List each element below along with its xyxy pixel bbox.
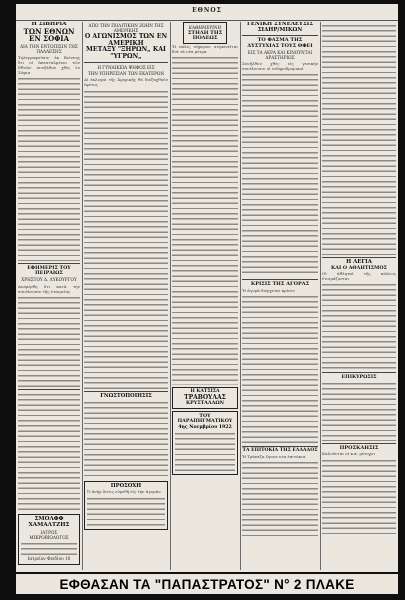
box-kicker: ΚΑΘΗΜΕΡΙΝΗ — [188, 25, 222, 30]
article-lede: Ανεφέρθη ὅτι κατὰ τὴν συνέλευσιν τῆς ἑταιρείας — [18, 283, 80, 294]
results-title: ΤΟΥ — [199, 413, 211, 420]
ad-title: ΙΑΤΡΟΣ ΜΙΚΡΟΒΙΟΛΟΓΟΣ — [29, 529, 69, 540]
divider — [242, 35, 318, 36]
divider — [322, 372, 396, 373]
headline: ΚΑΙ Ο ΑΘΛΗΤΙΣΜΟΣ — [331, 264, 387, 271]
notice-text — [87, 496, 165, 526]
subheadline: ΕΙΣ ΤΑ ΑΚΡΑ ΚΑΙ ΚΙΝΟΥΝΤΑΙ ΔΡΑΣΤΗΡΙΩΣ — [247, 49, 313, 60]
headline: Η ΛΕΓΙΑ — [346, 259, 372, 265]
headline: ΜΕΤΑΞΥ "ΞΗΡΩΝ„ ΚΑΙ "ΥΓΡΩΝ„ — [86, 46, 166, 60]
article-text — [84, 89, 168, 389]
subheadline: ΤΗΝ ΥΠΗΡΕΣΙΑΝ ΤΩΝ ΕΚΑΤΕΡΩΝ — [87, 71, 165, 77]
masthead — [16, 4, 398, 21]
notice-box — [84, 481, 168, 530]
article-text — [172, 55, 238, 385]
article-text — [322, 381, 396, 441]
notice-title: ΠΡΟΣΟΧΗ — [110, 482, 142, 489]
headline: Η ΣΙΒΗΡΙΑ — [31, 22, 67, 27]
column-rule — [82, 22, 83, 570]
article-lede: Οἱ ἀθληταὶ τῆς πόλεως ἑτοιμάζονται — [322, 270, 396, 281]
ad-line: Ιατρεῖον Φειδίου 10 — [27, 555, 71, 561]
article-lede: Ἡ πόλις σήμερον συγκινεῖται διὰ τὰ νέα μέτρα — [172, 43, 238, 54]
subheadline: ΧΡΗΣΤΟΥ Δ. ΛΥΚΟΥΡΓΟΥ — [21, 277, 77, 283]
article-lede: Καλοῦνται οἱ κ.κ. μέτοχοι — [322, 451, 376, 457]
headline: ΤΩΝ ΕΘΝΩΝ ΕΝ ΣΟΦΙΑ — [23, 26, 75, 44]
divider — [322, 257, 396, 258]
headline: ΠΡΟΣΚΛΗΣΙΣ — [339, 445, 379, 452]
subheadline: ΔΙΑ ΤΗΝ ΕΝΤΟΠΙΣΙΝ ΤΗΣ ΠΑΛΛΕΣΗΣ — [20, 43, 78, 54]
headline: ΤΟ ΦΑΣΜΑ ΤΗΣ ΔΥΣΤΥΧΙΑΣ ΤΟΥΣ ΘΦΕΙ — [247, 37, 313, 49]
article-text — [242, 72, 318, 277]
article-text — [18, 392, 80, 512]
footer-advertisement — [16, 572, 398, 594]
results-box — [172, 411, 238, 475]
column-5 — [322, 22, 396, 570]
ad-line: ΚΡΥΣΤΑΛΛΩΝ — [186, 400, 224, 407]
notice-lede: Ὁ ἀνὴρ ὅστις εὑρεθῆ εἰς τὴν ἀγορὰν — [87, 489, 161, 495]
column-2 — [84, 22, 168, 570]
column-rule — [320, 22, 321, 570]
subheadline: Η ΓΥΝΑΙΚΕΙΑ ΨΗΦΟΣ ΕΙΣ — [97, 65, 155, 71]
doctor-advertisement — [18, 514, 80, 565]
column-1 — [18, 22, 80, 570]
divider — [18, 389, 80, 390]
ad-text — [21, 541, 77, 555]
ad-name: ΣΜΟΛΦΦ ΧΑΜΑΛΤΖΗΣ — [28, 515, 70, 528]
article-lede: Αἱ ἐκλογαὶ τῆς Ἀμερικῆς θὰ διεξαχθοῦν ἐφέτος — [84, 77, 168, 88]
article-text — [322, 282, 396, 370]
headline: ΕΠΙΚΥΡΩΣΙΣ — [341, 374, 377, 381]
box-title: ΣΤΗΛΗ ΤΗΣ ΠΟΛΕΩΣ — [187, 30, 223, 42]
ad-line: Η ΚΑΤΣΙΣΑ — [190, 388, 220, 394]
article-text — [322, 458, 396, 538]
column-3 — [172, 22, 238, 570]
results-table — [175, 431, 235, 471]
headline: ΤΑ ΕΠΙΤΟΚΙΑ ΤΗΣ ΕΛΛΑΔΟΣ — [242, 447, 318, 453]
kicker: ΑΠΟ ΤΗΝ ΠΟΛΙΤΙΚΗΝ ΖΩΗΝ ΤΗΣ ΑΜΕΡΙΚΗΣ — [88, 23, 164, 34]
city-column-box — [183, 22, 227, 44]
article-text — [242, 460, 318, 540]
column-rule — [170, 22, 171, 570]
divider — [84, 62, 168, 63]
article-text — [18, 76, 80, 261]
divider — [242, 279, 318, 280]
article-lede: Τηλεγραφοῦσιν ἐκ Βιέννης ὅτι οἱ ἀπεσταλμένοι τῶν Εθνῶν συνῆλθον χθὲς ἐν Σόφια — [18, 54, 80, 76]
divider — [18, 263, 80, 264]
article-lede: Ἡ Τράπεζα ὥρισε νέα ἐπιτόκια — [242, 453, 306, 459]
divider — [84, 391, 168, 392]
divider — [322, 443, 396, 444]
advertisement — [172, 387, 238, 409]
article-text — [322, 23, 396, 255]
headline: Ο ΑΓΩΝΙΣΜΟΣ ΤΩΝ ΕΝ ΑΜΕΡΙΚΗ — [84, 33, 168, 47]
article-lede: Ἡ ἀγορὰ διέρχεται κρίσιν — [242, 287, 295, 293]
divider — [242, 446, 318, 447]
column-rule — [240, 22, 241, 570]
headline: ΚΡΙΣΙΣ ΤΗΣ ΑΓΟΡΑΣ — [250, 281, 310, 288]
ad-line: ΤΡΑΒΟΥΛΑΣ — [184, 393, 226, 401]
newspaper-page — [16, 4, 398, 594]
article-text — [242, 294, 318, 444]
article-text — [18, 295, 80, 387]
results-date: 4ης Νοεμβρίου 1922 — [178, 425, 232, 431]
headline: ΓΕΝΙΚΗ ΣΥΝΕΛΕΥΣΙΣ ΣΙΔΗΡ/ΜΙΚΩΝ — [246, 22, 314, 33]
results-title: ΠΑΡΑΠΗΓΜΑΤΙΚΟΥ — [177, 418, 233, 425]
article-text — [84, 400, 168, 480]
footer-banner: ΕΦΘΑΣΑΝ ΤΑ "ΠΑΠΑΣΤΡΑΤΟΣ" Ν° 2 ΠΛΑΚΕ — [59, 577, 355, 592]
column-4 — [242, 22, 318, 570]
article-lede: Συνῆλθον χθὲς εἰς γενικὴν συνέλευσιν οἱ σιδηροδρομικοὶ — [242, 60, 318, 72]
box-title: ΓΝΩΣΤΟΠΟΙΗΣΙΣ — [100, 392, 152, 399]
headline: ΕΦΗΜΕΡΙΣ ΤΟΥ ΠΕΙΡΑΙΩΣ — [27, 265, 71, 277]
masthead-title: ΕΘΝΟΣ — [192, 7, 222, 14]
